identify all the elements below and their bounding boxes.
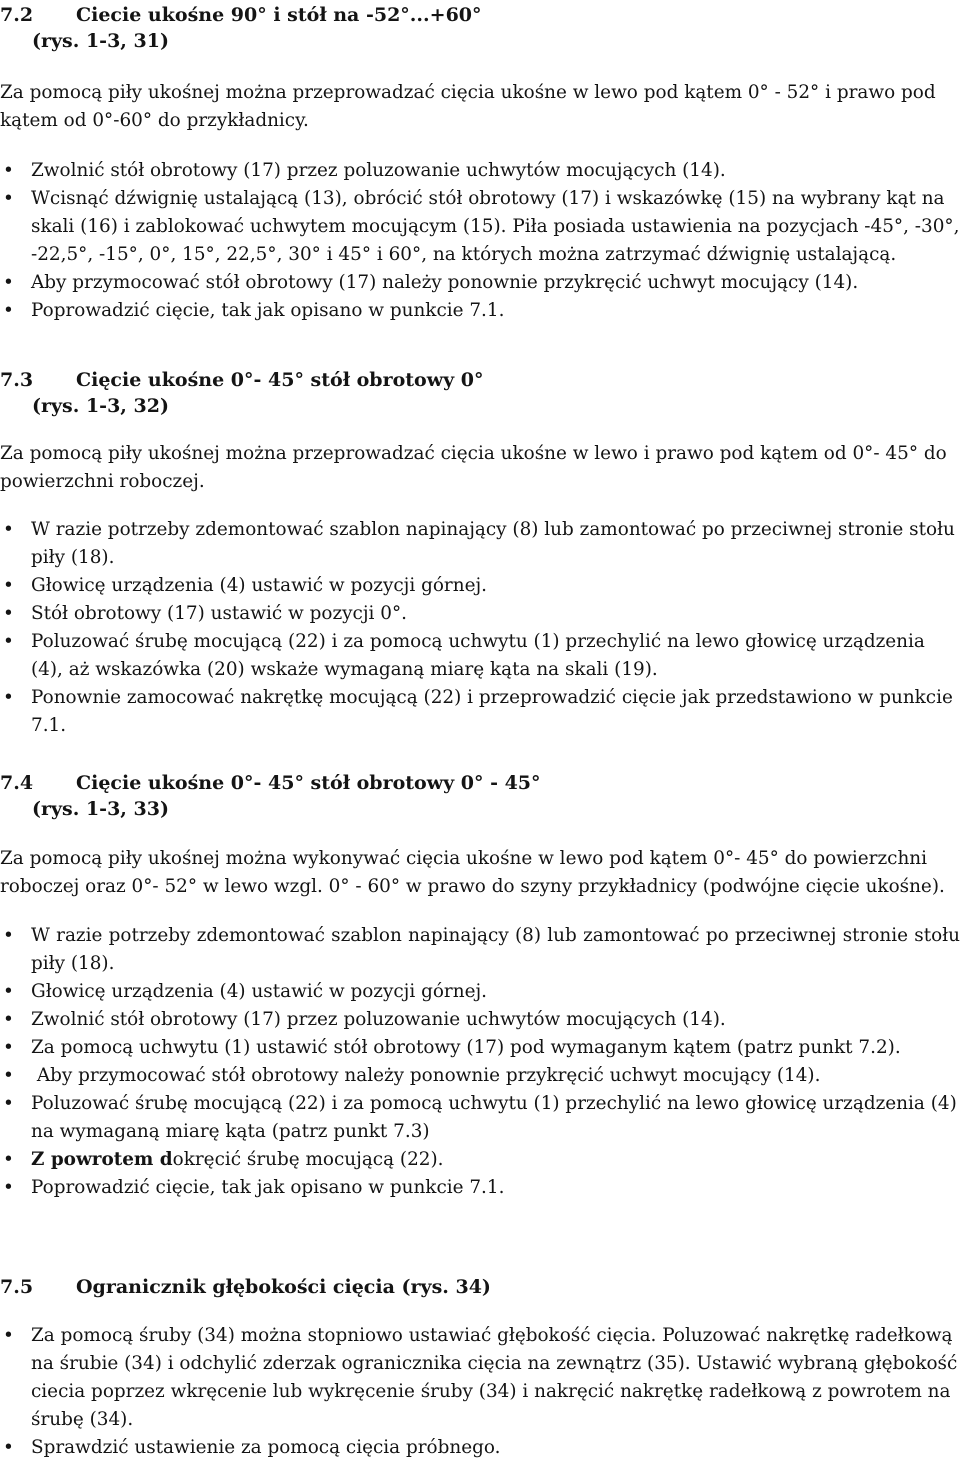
list-item: • Poprowadzić cięcie, tak jak opisano w punkcie 7.1. xyxy=(0,297,960,325)
list-item: • Sprawdzić ustawienie za pomocą cięcia próbnego. xyxy=(0,1434,960,1462)
section-7-3 xyxy=(0,367,960,740)
section-subtitle: (rys. 1-3, 32) xyxy=(32,395,169,417)
list-item: • Zwolnić stół obrotowy (17) przez poluzowanie uchwytów mocujących (14). xyxy=(0,1006,960,1034)
section-title: Cięcie ukośne 0°- 45° stół obrotowy 0° - 45° xyxy=(76,772,541,794)
section-number: 7.2 xyxy=(0,4,34,26)
section-title: Cięcie ukośne 0°- 45° stół obrotowy 0° xyxy=(76,369,484,391)
list-item: • Poprowadzić cięcie, tak jak opisano w punkcie 7.1. xyxy=(0,1174,960,1202)
list-item xyxy=(0,1146,960,1174)
section-7-2 xyxy=(0,2,960,325)
section-subtitle-row xyxy=(0,796,960,822)
list-item: • Głowicę urządzenia (4) ustawić w pozycji górnej. xyxy=(0,978,960,1006)
section-heading xyxy=(0,770,960,796)
section-subtitle-row xyxy=(0,28,960,54)
list-item: • Za pomocą śruby (34) można stopniowo ustawiać głębokość cięcia. Poluzować nakrętkę radełkową na śrubie (34) i odchylić zderzak ogranicznika cięcia na zewnątrz (35). Ustawić wybraną głębokość ciecia poprzez wkręcenie lub wykręcenie śruby (34) i nakręcić nakrętkę radełkową z powrotem na śrubę (34). xyxy=(0,1322,960,1434)
section-intro: Za pomocą piły ukośnej można przeprowadzać cięcia ukośne w lewo pod kątem 0° - 52° i prawo pod kątem od 0°-60° do przykładnicy. xyxy=(0,82,936,131)
bold-lead-text: Z powrotem d xyxy=(31,1149,173,1170)
section-7-5 xyxy=(0,1274,960,1462)
section-subtitle: (rys. 1-3, 33) xyxy=(32,798,169,820)
section-subtitle-row xyxy=(0,393,960,419)
list-item: • Stół obrotowy (17) ustawić w pozycji 0°. xyxy=(0,600,960,628)
list-item: • Ponownie zamocować nakrętkę mocującą (22) i przeprowadzić cięcie jak przedstawiono w punkcie 7.1. xyxy=(0,684,960,740)
list-item: • W razie potrzeby zdemontować szablon napinający (8) lub zamontować po przeciwnej stronie stołu piły (18). xyxy=(0,922,960,978)
list-item: • W razie potrzeby zdemontować szablon napinający (8) lub zamontować po przeciwnej stronie stołu piły (18). xyxy=(0,516,960,572)
section-title: Ciecie ukośne 90° i stół na -52°...+60° xyxy=(76,4,482,26)
section-number: 7.4 xyxy=(0,772,34,794)
section-heading xyxy=(0,1274,960,1300)
list-item: • Aby przymocować stół obrotowy (17) należy ponownie przykręcić uchwyt mocujący (14). xyxy=(0,269,960,297)
section-intro: Za pomocą piły ukośnej można wykonywać cięcia ukośne w lewo pod kątem 0°- 45° do powierzchni roboczej oraz 0°- 52° w lewo wzgl. 0° - 60° w prawo do szyny przykładnicy (podwójne cięcie ukośne). xyxy=(0,848,945,897)
list-item: • Wcisnąć dźwignię ustalającą (13), obrócić stół obrotowy (17) i wskazówkę (15) na wybrany kąt na skali (16) i zablokować uchwytem mocującym (15). Piła posiada ustawienia na pozycjach -45°, -30°, -22,5°, -15°, 0°, 15°, 22,5°, 30° i 45° i 60°, na których można zatrzymać dźwignię ustalającą. xyxy=(0,185,960,269)
list-item: • Za pomocą uchwytu (1) ustawić stół obrotowy (17) pod wymaganym kątem (patrz punkt 7.2). xyxy=(0,1034,960,1062)
list-item-text: okręcić śrubę mocującą (22). xyxy=(172,1149,444,1170)
section-heading xyxy=(0,2,960,28)
section-heading xyxy=(0,367,960,393)
section-intro: Za pomocą piły ukośnej można przeprowadzać cięcia ukośne w lewo i prawo pod kątem od 0°- 45° do powierzchni roboczej. xyxy=(0,443,947,492)
instruction-list xyxy=(0,157,960,325)
list-item: • Głowicę urządzenia (4) ustawić w pozycji górnej. xyxy=(0,572,960,600)
instruction-list xyxy=(0,1322,960,1462)
list-item: • Aby przymocować stół obrotowy należy ponownie przykręcić uchwyt mocujący (14). xyxy=(0,1062,960,1090)
section-number: 7.3 xyxy=(0,369,34,391)
list-item: • Zwolnić stół obrotowy (17) przez poluzowanie uchwytów mocujących (14). xyxy=(0,157,960,185)
section-number: 7.5 xyxy=(0,1276,34,1298)
instruction-list xyxy=(0,922,960,1202)
section-7-4 xyxy=(0,770,960,1202)
section-subtitle: (rys. 1-3, 31) xyxy=(32,30,169,52)
list-item: • Poluzować śrubę mocującą (22) i za pomocą uchwytu (1) przechylić na lewo głowicę urządzenia (4) na wymaganą miarę kąta (patrz punkt 7.3) xyxy=(0,1090,960,1146)
list-item: • Poluzować śrubę mocującą (22) i za pomocą uchwytu (1) przechylić na lewo głowicę urządzenia (4), aż wskazówka (20) wskaże wymaganą miarę kąta na skali (19). xyxy=(0,628,960,684)
section-title: Ogranicznik głębokości cięcia (rys. 34) xyxy=(76,1276,491,1298)
instruction-list xyxy=(0,516,960,740)
